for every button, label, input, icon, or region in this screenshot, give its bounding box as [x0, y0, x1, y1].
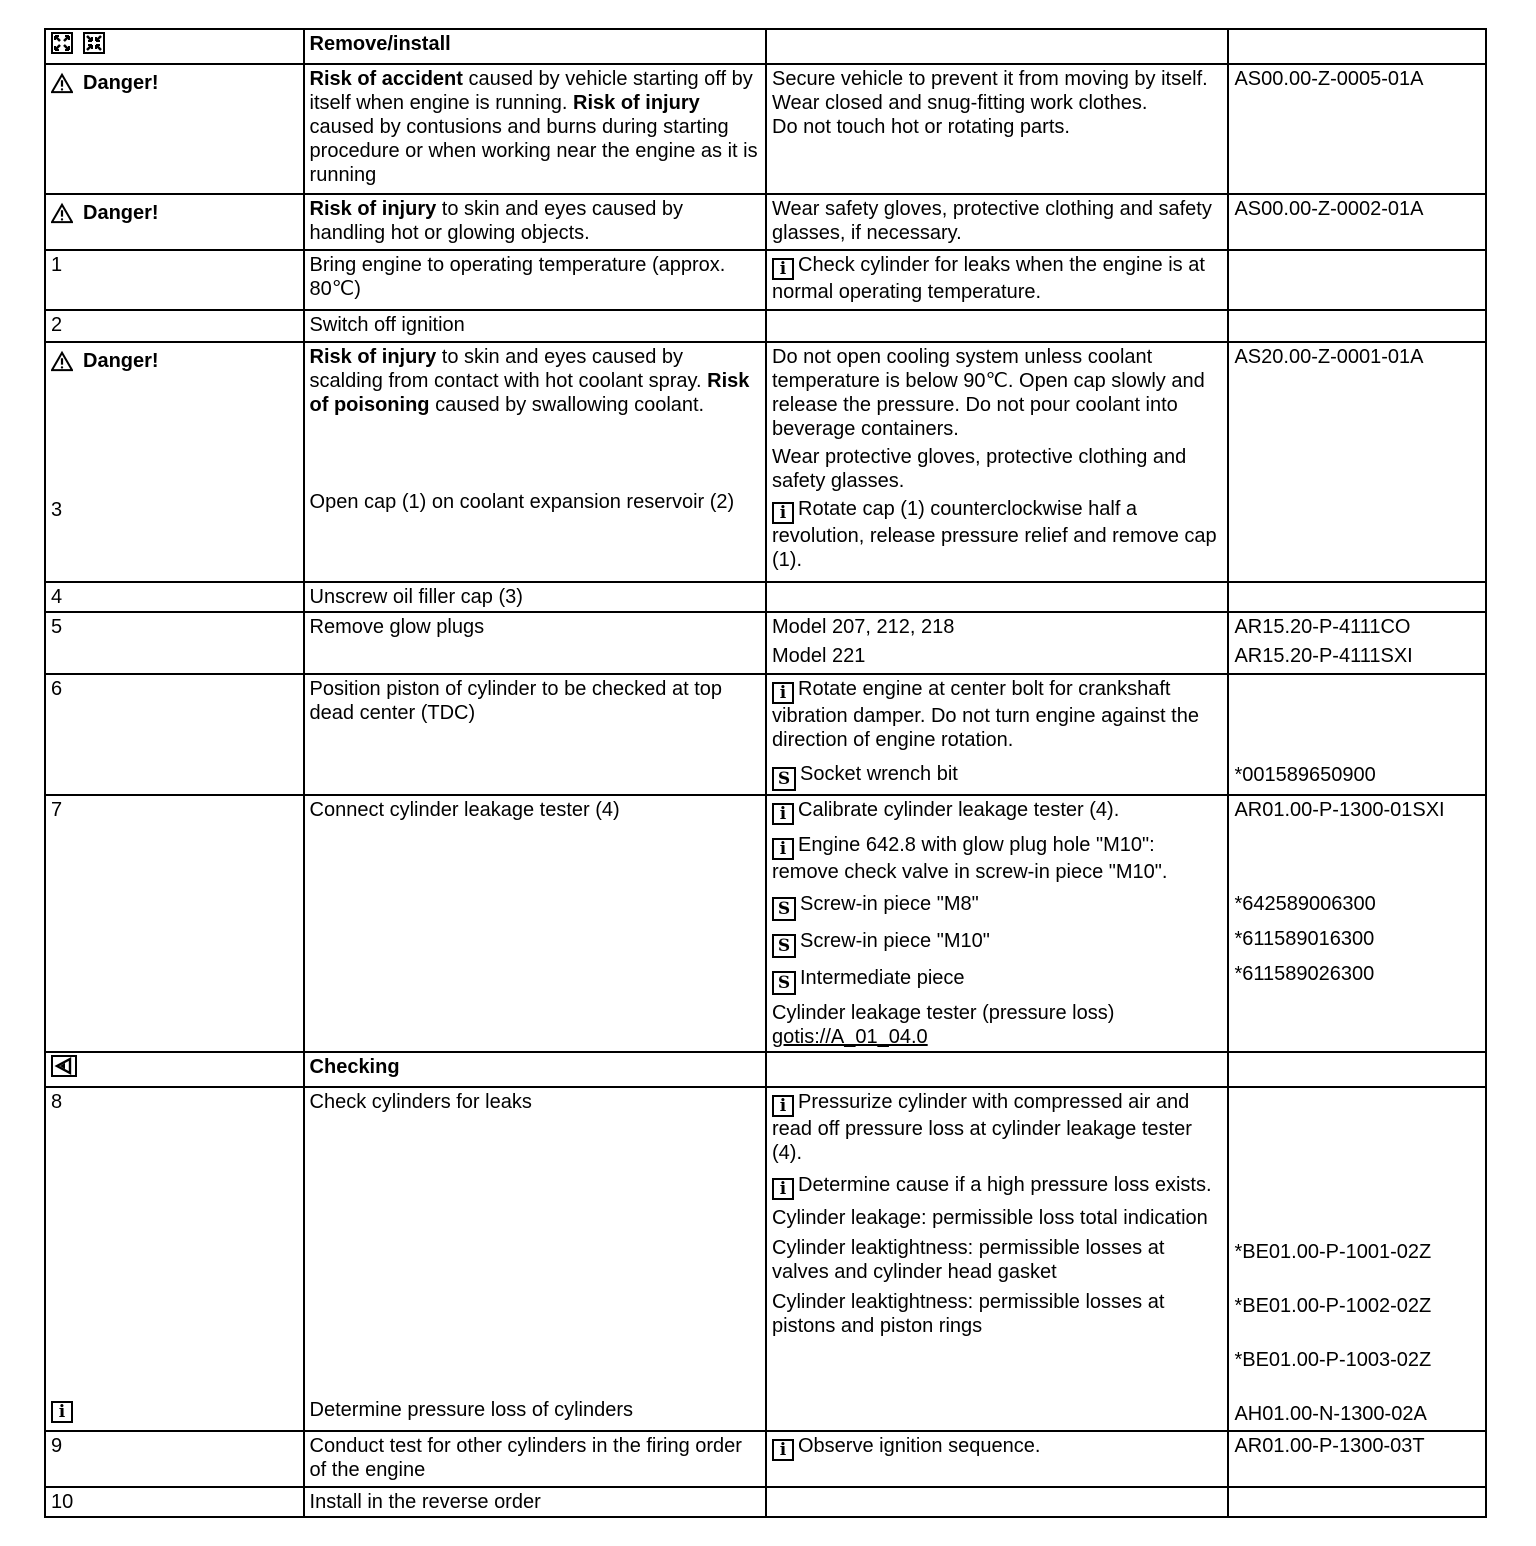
- step-number: 2: [45, 310, 304, 342]
- step-7-ref-1[interactable]: AR01.00-P-1300-01SXI: [1234, 799, 1445, 821]
- danger-row-1: [45, 64, 1486, 194]
- step-5-ref-1[interactable]: AR15.20-P-4111CO: [1234, 616, 1411, 638]
- step-8-ref-1[interactable]: *BE01.00-P-1001-02Z: [1234, 1241, 1432, 1263]
- step-number: 3: [51, 499, 63, 521]
- danger-2-measures: Wear safety gloves, protective clothing and safety glasses, if necessary.: [766, 194, 1228, 250]
- step-row-1: [45, 250, 1486, 310]
- danger-label: Danger!: [51, 349, 159, 373]
- step-number: 8: [51, 1091, 63, 1113]
- warning-triangle-icon: [51, 202, 73, 224]
- step-row-10: [45, 1487, 1486, 1517]
- step-6-tool-ref[interactable]: *001589650900: [1234, 764, 1376, 786]
- info-icon: i: [772, 1095, 794, 1117]
- danger-1-measures: Secure vehicle to prevent it from moving by itself. Wear closed and snug-fitting work clothes. Do not touch hot or rotating parts.: [766, 64, 1228, 194]
- warning-triangle-icon: [51, 350, 73, 372]
- step-number: 7: [45, 795, 304, 1052]
- step-value: Cylinder leaktightness: permissible losses at valves and cylinder head gasket: [772, 1237, 1165, 1283]
- step-text: Conduct test for other cylinders in the firing order of the engine: [304, 1431, 766, 1487]
- section-title-checking: Checking: [304, 1052, 766, 1087]
- step-text: Unscrew oil filler cap (3): [304, 582, 766, 612]
- info-icon: i: [772, 258, 794, 280]
- danger-2-text: Risk of injury to skin and eyes caused by handling hot or glowing objects.: [304, 194, 766, 250]
- step-value: Cylinder leaktightness: permissible losses at pistons and piston rings: [772, 1291, 1165, 1337]
- step-text: Switch off ignition: [304, 310, 766, 342]
- step-note: i Determine cause if a high pressure loss exists.: [772, 1173, 1222, 1200]
- info-icon: i: [772, 1178, 794, 1200]
- checking-icon: [51, 1055, 77, 1077]
- procedure-table: [44, 28, 1487, 1518]
- step-note: i Check cylinder for leaks when the engine is at normal operating temperature.: [766, 250, 1228, 310]
- step-9-ref[interactable]: AR01.00-P-1300-03T: [1228, 1431, 1486, 1487]
- step-text: Check cylinders for leaks: [309, 1091, 532, 1113]
- step-row-5: 5 Remove glow plugs Model 207, 212, 218 Model 221 AR15.20-P-4111CO AR15.20-P-4111SXI: [45, 612, 1486, 674]
- step-7-tool-ref-3[interactable]: *611589026300: [1234, 963, 1375, 985]
- step-8-sub-ref[interactable]: AH01.00-N-1300-02A: [1234, 1403, 1427, 1425]
- special-tool-icon: S: [772, 934, 796, 958]
- warning-triangle-icon: [51, 72, 73, 94]
- step-text: Bring engine to operating temperature (approx. 80℃): [304, 250, 766, 310]
- step-tool: S Screw-in piece "M10": [772, 929, 1222, 958]
- danger-label: Danger!: [51, 201, 159, 225]
- special-tool-icon: S: [772, 971, 796, 995]
- step-note: i Observe ignition sequence.: [766, 1431, 1228, 1487]
- section-row-remove-install: [45, 29, 1486, 64]
- step-text: Remove glow plugs: [304, 612, 766, 674]
- danger-2-ref[interactable]: AS00.00-Z-0002-01A: [1228, 194, 1486, 250]
- section-title-remove-install: Remove/install: [304, 29, 766, 64]
- section-row-checking: [45, 1052, 1486, 1087]
- step-8-ref-2[interactable]: *BE01.00-P-1002-02Z: [1234, 1295, 1432, 1317]
- step-row-8: [45, 1087, 1486, 1431]
- danger-3-ref[interactable]: AS20.00-Z-0001-01A: [1228, 342, 1486, 582]
- step-8-ref-3[interactable]: *BE01.00-P-1003-02Z: [1234, 1349, 1432, 1371]
- step-row-9: [45, 1431, 1486, 1487]
- step-7-tool-ref-1[interactable]: *642589006300: [1234, 893, 1376, 915]
- step-text: Connect cylinder leakage tester (4): [304, 795, 766, 1052]
- step-note: i Pressurize cylinder with compressed air and read off pressure loss at cylinder leakage tester (4).: [772, 1091, 1192, 1164]
- danger-3-text: Risk of injury to skin and eyes caused by scalding from contact with hot coolant spray. Risk of poisoning caused by swallowing coolant.: [309, 346, 750, 416]
- special-tool-icon: S: [772, 767, 796, 791]
- danger-3-measure-2: Wear protective gloves, protective clothing and safety glasses.: [772, 446, 1187, 492]
- step-note: i Engine 642.8 with glow plug hole "M10": remove check valve in screw-in piece "M10".: [772, 834, 1168, 883]
- step-value: Cylinder leakage: permissible loss total indication: [772, 1207, 1208, 1229]
- remove-install-icons: [45, 29, 304, 64]
- step-row-2: [45, 310, 1486, 342]
- step-subtext: Determine pressure loss of cylinders: [309, 1399, 633, 1421]
- step-7-tool-ref-2[interactable]: *611589016300: [1234, 928, 1375, 950]
- info-icon: i: [772, 803, 794, 825]
- step-tool: S Socket wrench bit: [772, 762, 1222, 791]
- step-row-4: [45, 582, 1486, 612]
- step-note: i Rotate cap (1) counterclockwise half a revolution, release pressure relief and remove cap (1).: [772, 498, 1217, 571]
- info-icon: i: [772, 838, 794, 860]
- step-row-3: [45, 342, 1486, 582]
- step-note: i Rotate engine at center bolt for crankshaft vibration damper. Do not turn engine against the direction of engine rotation.: [772, 678, 1199, 751]
- step-number: 9: [45, 1431, 304, 1487]
- install-icon: [83, 32, 105, 54]
- step-5-ref-2[interactable]: AR15.20-P-4111SXI: [1234, 645, 1413, 667]
- step-tool: S Intermediate piece: [772, 966, 1222, 995]
- step-tool: S Screw-in piece "M8": [772, 892, 1222, 921]
- step-text: Open cap (1) on coolant expansion reservoir (2): [309, 491, 735, 513]
- info-icon: i: [772, 682, 794, 704]
- step-note: i Calibrate cylinder leakage tester (4).: [772, 798, 1222, 825]
- danger-row-2: [45, 194, 1486, 250]
- danger-label: Danger!: [51, 71, 159, 95]
- step-number: 10: [45, 1487, 304, 1517]
- tester-label: Cylinder leakage tester (pressure loss): [772, 1002, 1115, 1024]
- remove-icon: [51, 32, 73, 54]
- danger-1-ref[interactable]: AS00.00-Z-0005-01A: [1228, 64, 1486, 194]
- step-row-6: [45, 674, 1486, 795]
- step-number: 4: [45, 582, 304, 612]
- info-icon: i: [51, 1401, 73, 1423]
- info-icon: i: [772, 502, 794, 524]
- step-text: Position piston of cylinder to be checked at top dead center (TDC): [304, 674, 766, 795]
- step-number: 5: [45, 612, 304, 674]
- gotis-link[interactable]: gotis://A_01_04.0: [772, 1026, 928, 1048]
- step-number: 6: [45, 674, 304, 795]
- step-row-7: [45, 795, 1486, 1052]
- danger-1-text: Risk of accident caused by vehicle starting off by itself when engine is running. Risk of injury caused by contusions and burns during starting procedure or when working near the engine as it is running: [304, 64, 766, 194]
- info-icon: i: [772, 1439, 794, 1461]
- step-text: Install in the reverse order: [304, 1487, 766, 1517]
- danger-3-measure-1: Do not open cooling system unless coolant temperature is below 90℃. Open cap slowly and release the pressure. Do not pour coolant into beverage containers.: [772, 346, 1205, 440]
- special-tool-icon: S: [772, 897, 796, 921]
- step-number: 1: [45, 250, 304, 310]
